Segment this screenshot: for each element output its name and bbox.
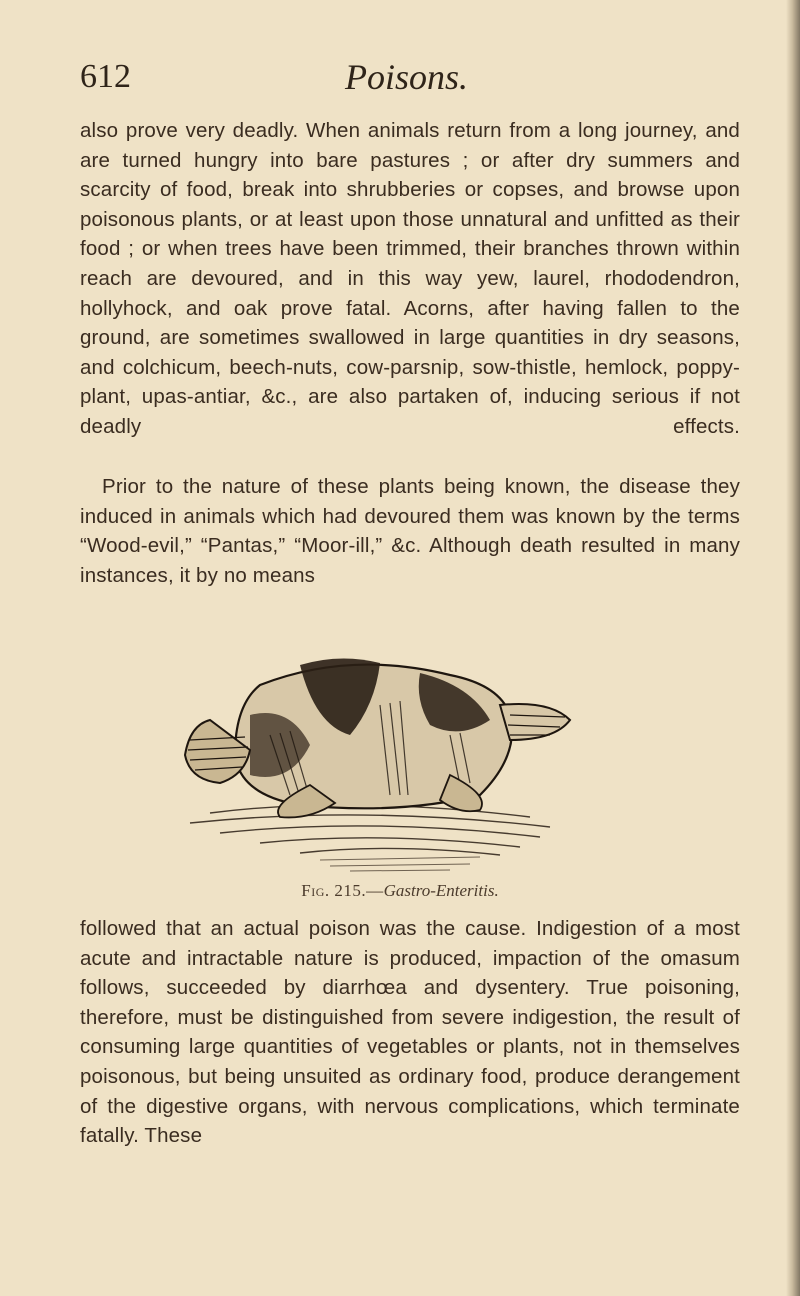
paragraph-3: followed that an actual poison was the cause. Indigestion of a most acute and intractable nature is produced, impaction of the omasum follows, succeeded by diarrhœa and dysentery. True poisoning, therefore, must be distinguished from severe indigestion, the result of consuming large quantities of vegetables or plants, not in themselves poisonous, but being unsuited as ordinary food, produce derangement of the digestive organs, with nervous complications, which terminate fatally. These <box>80 917 740 1148</box>
paragraph-2: Prior to the nature of these plants being known, the disease they induced in animals which had devoured them was known by the terms “Wood-evil,” “Pantas,” “Moor-ill,” &c. Although death resulted in many instances, it by no means <box>80 475 740 587</box>
paragraph-1: also prove very deadly. When animals return from a long journey, and are turned hungry into bare pastures ; or after dry summers and scarcity of food, break into shrubberies or copses, and browse upon poisonous plants, or at least upon those unnatural and unfitted as their food ; or when trees have been trimmed, their branches thrown within reach are devoured, and in this way yew, laurel, rhododendron, hollyhock, and oak prove fatal. Acorns, after having fallen to the ground, are sometimes swallowed in large quantities in dry seasons, and colchicum, beech-nuts, cow-parsnip, sow-thistle, hemlock, poppy-plant, upas-antiar, &c., are also partaken of, inducing serious if not deadly effects. <box>80 119 740 438</box>
page-header <box>80 58 730 110</box>
page-number: 612 <box>80 58 131 95</box>
running-title: Poisons. <box>345 57 469 97</box>
figure-cow-engraving <box>150 645 590 875</box>
page-edge-shadow <box>786 0 800 1296</box>
figure-caption <box>0 881 800 901</box>
figure-caption-label: Fig. 215.— <box>301 881 384 900</box>
figure-caption-title: Gastro-Enteritis. <box>383 881 499 900</box>
